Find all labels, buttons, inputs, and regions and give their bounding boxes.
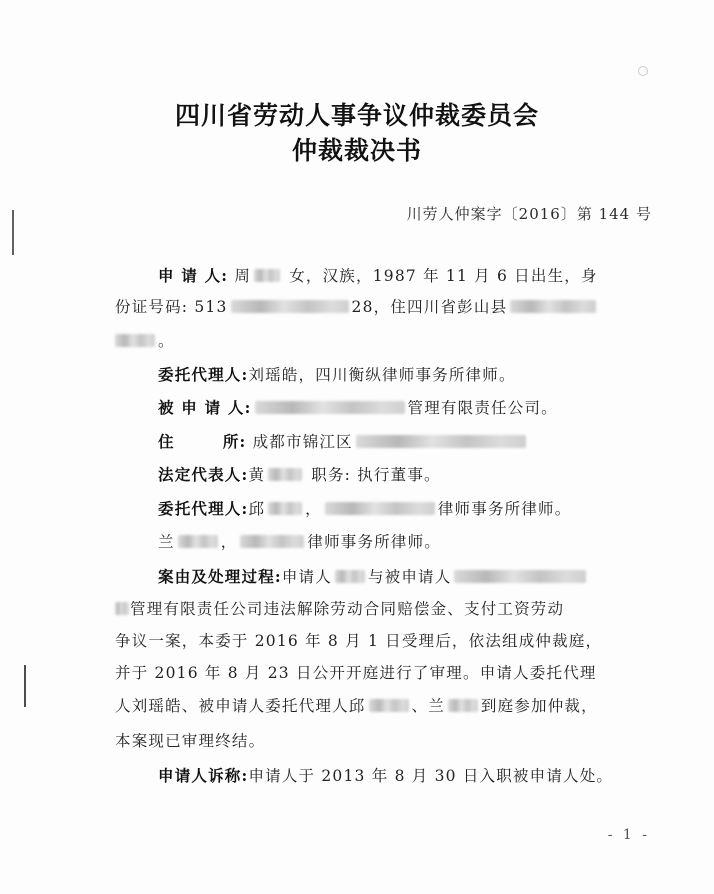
applicant-label: 申 请 人: <box>158 266 229 285</box>
case-process-text: 与被申请人 <box>367 568 452 586</box>
applicant-agent-label: 委托代理人: <box>158 365 249 384</box>
case-process-line-6: 本案现已审理终结。 <box>115 732 266 750</box>
redaction-blur <box>335 570 365 583</box>
respondent-agent-line-1 <box>158 497 571 521</box>
claim-line <box>158 764 613 788</box>
case-process-text: 到庭参加仲裁， <box>480 697 598 715</box>
respondent-line <box>158 396 558 420</box>
respondent-agent-firm-2: 律师事务所律师。 <box>307 533 442 551</box>
redaction-blur <box>268 502 302 515</box>
redaction-blur <box>268 468 302 481</box>
address-label-a: 住 <box>158 432 175 451</box>
document-title: 四川省劳动人事争议仲裁委员会 <box>174 101 539 130</box>
applicant-line-1 <box>158 264 598 288</box>
respondent-agent-label: 委托代理人: <box>158 499 249 518</box>
respondent-text: 管理有限责任公司。 <box>407 399 558 417</box>
case-process-text: 、兰 <box>411 697 445 715</box>
case-number: 川劳人仲案字〔2016〕第 144 号 <box>406 205 652 223</box>
redaction-blur <box>454 570 586 583</box>
redaction-blur <box>325 502 435 515</box>
applicant-id-suffix: 28，住四川省彭山县 <box>351 298 508 316</box>
redaction-blur <box>240 535 304 548</box>
redaction-blur <box>448 699 478 712</box>
case-process-text: 管理有限责任公司违法解除劳动合同赔偿金、支付工资劳动 <box>130 600 565 618</box>
respondent-agent-surname-2: 兰 <box>158 533 175 551</box>
redaction-blur <box>178 535 218 548</box>
redaction-blur <box>510 300 596 313</box>
redaction-blur <box>231 300 349 313</box>
redaction-blur <box>255 401 405 414</box>
case-process-line-3: 争议一案，本委于 2016 年 8 月 1 日受理后，依法组成仲裁庭， <box>115 632 603 650</box>
respondent-label: 被 申 请 人: <box>158 398 252 417</box>
redaction-blur <box>356 435 526 448</box>
scan-speck <box>638 66 648 76</box>
address-text: 成都市锦江区 <box>252 433 353 451</box>
applicant-agent-text: 刘瑶皓，四川衡纵律师事务所律师。 <box>248 366 516 384</box>
redaction-blur <box>369 699 409 712</box>
page-number: - 1 - <box>607 827 650 843</box>
redaction-blur <box>254 269 280 282</box>
claim-text: 申请人于 2013 年 8 月 30 日入职被申请人处。 <box>248 767 614 785</box>
applicant-id-prefix: 份证号码: 513 <box>115 298 228 316</box>
address-line <box>158 430 529 454</box>
case-process-text: 人刘瑶皓、被申请人委托代理人邱 <box>115 697 366 715</box>
case-process-line-4: 并于 2016 年 8 月 23 日公开开庭进行了审理。申请人委托代理 <box>115 664 597 682</box>
case-process-line-5 <box>115 694 598 718</box>
applicant-line-2 <box>115 295 599 319</box>
case-process-line-2 <box>115 597 564 621</box>
legal-rep-surname: 黄 <box>248 466 266 484</box>
case-process-text: 申请人 <box>281 568 332 586</box>
redaction-blur <box>115 602 129 615</box>
respondent-agent-firm-1: 律师事务所律师。 <box>437 500 572 518</box>
applicant-line-3: 。 <box>115 329 175 353</box>
separator: ， <box>220 533 238 551</box>
scan-edge-mark <box>24 665 26 707</box>
case-process-label: 案由及处理过程: <box>158 567 282 586</box>
claim-label: 申请人诉称: <box>158 766 249 785</box>
separator: ， <box>305 500 322 518</box>
applicant-surname: 周 <box>234 267 252 285</box>
redaction-blur <box>115 334 155 347</box>
legal-rep-text: 职务: 执行董事。 <box>311 466 441 484</box>
applicant-details: 女，汉族，1987 年 11 月 6 日出生，身 <box>289 267 598 285</box>
case-process-line-1 <box>158 565 589 589</box>
address-label-b: 所: <box>222 432 247 451</box>
document-subtitle: 仲裁裁决书 <box>291 136 422 165</box>
scan-edge-mark <box>12 210 14 255</box>
applicant-agent-line <box>158 363 516 387</box>
respondent-agent-surname-1: 邱 <box>248 500 266 518</box>
legal-rep-line <box>158 463 441 487</box>
respondent-agent-line-2 <box>158 530 441 554</box>
legal-rep-label: 法定代表人: <box>158 465 249 484</box>
